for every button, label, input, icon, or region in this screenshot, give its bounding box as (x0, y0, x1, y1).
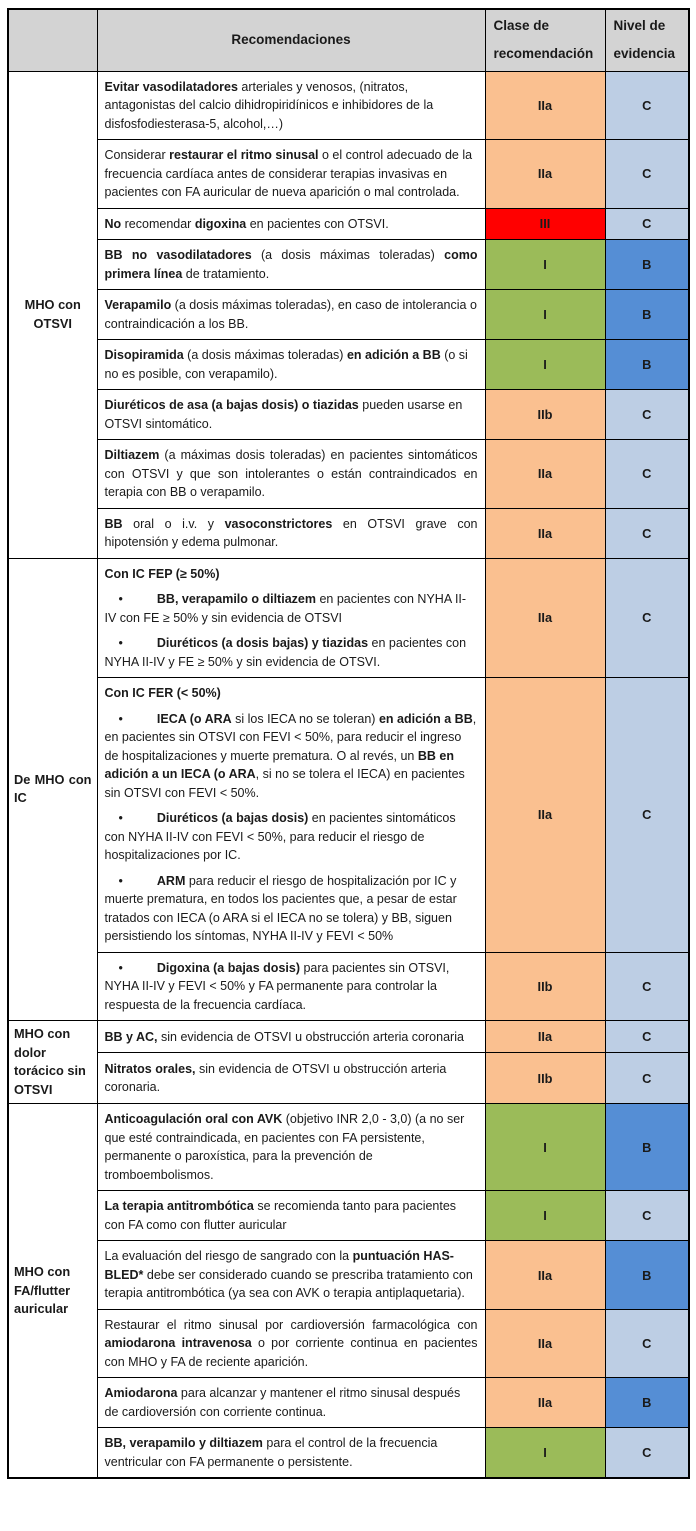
bold-text: puntuación HAS-BLED* (104, 1249, 454, 1282)
table-row (8, 208, 689, 240)
group-label-cell: MHO con FA/flutter auricular (8, 1104, 97, 1479)
table-row (8, 1241, 689, 1310)
table-row (8, 140, 689, 209)
text: o por corriente continua en pacientes con MHO y FA de reciente aparición. (104, 1336, 478, 1369)
class-of-recommendation-cell: IIa (485, 558, 605, 678)
text: si los IECA no se toleran) (231, 711, 379, 726)
level-of-evidence-cell: C (605, 71, 689, 140)
recommendation-cell (97, 678, 485, 953)
class-of-recommendation-cell: IIb (485, 1053, 605, 1104)
bullet-item (105, 710, 478, 803)
level-of-evidence-cell: C (605, 1428, 689, 1479)
bold-text: en adición a BB (346, 348, 441, 363)
class-of-recommendation-cell: IIa (485, 1241, 605, 1310)
class-of-recommendation-cell: III (485, 208, 605, 240)
table-row (8, 1378, 689, 1428)
recommendation-text (105, 515, 478, 552)
text: para alcanzar y mantener el ritmo sinusal después de cardioversión con corriente continua. (104, 1386, 461, 1419)
recommendation-cell (97, 1053, 485, 1104)
text: sin evidencia de OTSVI u obstrucción arteria coronaria (157, 1029, 464, 1044)
bold-text: Diltiazem (104, 448, 160, 463)
recommendation-text (105, 684, 478, 703)
recommendation-text (105, 446, 478, 502)
text: para pacientes sin OTSVI, NYHA II-IV y FEVI < 50% y FA permanente para controlar la respuesta de la frecuencia cardíaca. (104, 960, 450, 1012)
bold-text: Diuréticos (a bajas dosis) (156, 811, 309, 826)
bullet-item (105, 809, 478, 865)
bold-text: IECA (o ARA (156, 711, 232, 726)
group-label-cell: MHO con dolor torácico sin OTSVI (8, 1021, 97, 1104)
level-of-evidence-cell: C (605, 208, 689, 240)
recommendation-cell (97, 1191, 485, 1241)
text: , en pacientes sin OTSVI con FEVI < 50%, para reducir el ingreso de hospitalizaciones y muerte prematura. O al revés, un (104, 711, 477, 763)
recommendation-cell (97, 140, 485, 209)
bold-text: vasoconstrictores (224, 516, 333, 531)
recommendation-cell (97, 1309, 485, 1378)
recommendation-text (105, 1060, 478, 1097)
recommendation-text (105, 1434, 478, 1471)
recommendation-text (105, 396, 478, 433)
level-of-evidence-cell: C (605, 1309, 689, 1378)
class-of-recommendation-cell: IIa (485, 1309, 605, 1378)
bold-text: BB, verapamilo o diltiazem (156, 592, 316, 607)
class-of-recommendation-cell: I (485, 240, 605, 290)
level-of-evidence-cell: C (605, 440, 689, 509)
text: oral o i.v. y (122, 516, 225, 531)
level-of-evidence-cell: C (605, 508, 689, 558)
recommendation-text (105, 1028, 478, 1047)
table-row (8, 508, 689, 558)
table-row (8, 1104, 689, 1191)
level-of-evidence-cell: B (605, 1104, 689, 1191)
recommendation-text (105, 1316, 478, 1372)
recommendation-cell (97, 952, 485, 1021)
table-row (8, 340, 689, 390)
table-row (8, 71, 689, 140)
bold-text: restaurar el ritmo sinusal (169, 148, 319, 163)
table-row (8, 1053, 689, 1104)
recommendation-text (105, 215, 478, 234)
table-row (8, 1191, 689, 1241)
bullet-icon: • (118, 592, 123, 607)
bold-text: digoxina (194, 216, 247, 231)
bullet-item (105, 872, 478, 946)
recommendation-text (105, 146, 478, 202)
recommendation-text (105, 1110, 478, 1184)
text: (o si no es posible, con verapamilo). (104, 348, 468, 381)
recommendation-text (105, 296, 478, 333)
class-of-recommendation-cell: IIb (485, 952, 605, 1021)
bold-text: La terapia antitrombótica (104, 1199, 254, 1214)
bold-text: Evitar vasodilatadores (104, 79, 238, 94)
text: Restaurar el ritmo sinusal por cardioversión farmacológica con (104, 1317, 478, 1332)
text: de tratamiento. (182, 266, 270, 281)
table-row (8, 290, 689, 340)
header-row (8, 9, 689, 71)
bold-text: Diuréticos (a dosis bajas) y tiazidas (156, 636, 369, 651)
text: en pacientes con NYHA II-IV y FE ≥ 50% y sin evidencia de OTSVI. (104, 636, 467, 669)
bullet-icon: • (118, 711, 123, 726)
recommendation-cell (97, 71, 485, 140)
bold-text: en adición a BB (378, 711, 473, 726)
bold-text: Anticoagulación oral con AVK (104, 1112, 283, 1127)
recommendation-cell (97, 290, 485, 340)
recommendation-cell (97, 1428, 485, 1479)
level-of-evidence-cell: C (605, 390, 689, 440)
table-row (8, 1428, 689, 1479)
header-group-cell (8, 9, 97, 71)
bold-text: Digoxina (a bajas dosis) (156, 960, 300, 975)
bold-text: BB en adición a un IECA (o ARA (104, 748, 454, 782)
recommendation-text (105, 1247, 478, 1303)
bullet-item (105, 959, 478, 1015)
recommendation-cell (97, 1021, 485, 1053)
bold-text: Con IC FEP (≥ 50%) (104, 566, 220, 581)
class-of-recommendation-cell: I (485, 1104, 605, 1191)
recommendation-cell (97, 240, 485, 290)
text: , si no se tolera el IECA) en pacientes sin OTSVI con FEVI < 50%. (104, 767, 465, 800)
level-of-evidence-cell: B (605, 1378, 689, 1428)
table-row (8, 1309, 689, 1378)
bullet-icon: • (118, 960, 123, 975)
class-of-recommendation-cell: I (485, 340, 605, 390)
level-of-evidence-cell: C (605, 1053, 689, 1104)
level-of-evidence-cell: B (605, 1241, 689, 1310)
class-of-recommendation-cell: IIa (485, 508, 605, 558)
table-row (8, 440, 689, 509)
text: o el control adecuado de la frecuencia cardíaca antes de considerar terapias invasivas en pacientes con FA auricular de nueva aparición o mal controlada. (104, 148, 473, 200)
bullet-item (105, 634, 478, 671)
bullet-icon: • (118, 811, 123, 826)
bold-text: Amiodarona (104, 1386, 178, 1401)
table-row (8, 1021, 689, 1053)
text: se recomienda tanto para pacientes con FA como con flutter auricular (104, 1199, 457, 1232)
text: (objetivo INR 2,0 - 3,0) (a no ser que esté contraindicada, en pacientes con FA persistente, permanente o paroxística, para la prevención de tromboembolismos. (104, 1112, 465, 1182)
text: Considerar (104, 148, 170, 163)
text: sin evidencia de OTSVI u obstrucción arteria coronaria. (104, 1061, 447, 1095)
level-of-evidence-cell: C (605, 558, 689, 678)
class-of-recommendation-cell: IIa (485, 440, 605, 509)
bold-text: BB y AC, (104, 1029, 158, 1044)
level-of-evidence-cell: C (605, 1191, 689, 1241)
recommendation-text (105, 1384, 478, 1421)
text: en pacientes con NYHA II-IV con FE ≥ 50% y sin evidencia de OTSVI (104, 592, 467, 625)
class-of-recommendation-cell: IIa (485, 1378, 605, 1428)
recommendation-text (105, 246, 478, 283)
level-of-evidence-cell: B (605, 240, 689, 290)
level-of-evidence-cell: B (605, 290, 689, 340)
text: recomendar (121, 216, 195, 231)
level-of-evidence-cell: C (605, 678, 689, 953)
recommendation-cell (97, 1378, 485, 1428)
bold-text: ARM (156, 873, 186, 888)
text: para el control de la frecuencia ventricular con FA permanente o persistente. (104, 1436, 438, 1469)
recommendation-cell (97, 558, 485, 678)
recommendation-cell (97, 1104, 485, 1191)
class-of-recommendation-cell: IIa (485, 1021, 605, 1053)
recommendation-text (105, 78, 478, 134)
text: en pacientes con OTSVI. (246, 216, 389, 231)
text: (a máximas dosis toleradas) en pacientes sintomáticos con OTSVI y que son intolerantes o están contraindicados en terapia con BB o verapamilo. (104, 448, 478, 500)
bold-text: BB, verapamilo y diltiazem (104, 1436, 263, 1451)
class-of-recommendation-cell: I (485, 290, 605, 340)
recommendation-text (105, 1197, 478, 1234)
bullet-icon: • (118, 873, 123, 888)
bold-text: BB no vasodilatadores (104, 248, 252, 263)
class-of-recommendation-cell: IIa (485, 140, 605, 209)
recommendation-cell (97, 1241, 485, 1310)
recommendation-cell (97, 208, 485, 240)
header-recommendations: Recomendaciones (97, 9, 485, 71)
text: para reducir el riesgo de hospitalización por IC y muerte prematura, en todos los pacientes que, a pesar de estar tratados con IECA (o ARA si el IECA no se tolera) y BB, siguen persistiendo los síntomas, NYHA II-IV y FEVI < 50% (104, 873, 457, 944)
recommendations-table (7, 8, 690, 1479)
text: La evaluación del riesgo de sangrado con la (104, 1249, 353, 1264)
class-of-recommendation-cell: I (485, 1191, 605, 1241)
table-row (8, 558, 689, 678)
text: (a dosis máximas toleradas), en caso de intolerancia o contraindicación a los BB. (104, 298, 477, 331)
text: pueden usarse en OTSVI sintomático. (104, 398, 463, 431)
bold-text: Diuréticos de asa (a bajas dosis) o tiazidas (104, 398, 359, 413)
bold-text: BB (104, 516, 123, 531)
class-of-recommendation-cell: I (485, 1428, 605, 1479)
bold-text: amiodarona intravenosa (104, 1336, 252, 1351)
class-of-recommendation-cell: IIb (485, 390, 605, 440)
recommendation-text (105, 346, 478, 383)
text: debe ser considerado cuando se prescriba tratamiento con terapia antitrombótica (ya sea con AVK o terapia antiplaquetaria). (104, 1267, 473, 1301)
table-row (8, 678, 689, 953)
recommendation-cell (97, 340, 485, 390)
bold-text: Disopiramida (104, 348, 184, 363)
recommendation-cell (97, 440, 485, 509)
class-of-recommendation-cell: IIa (485, 678, 605, 953)
bold-text: como primera línea (104, 248, 478, 281)
bullet-icon: • (118, 636, 123, 651)
recommendation-text (105, 565, 478, 584)
recommendation-cell (97, 508, 485, 558)
text: (a dosis máximas toleradas) (251, 248, 445, 263)
text: en OTSVI grave con hipotensión y edema pulmonar. (104, 516, 478, 550)
bullet-item (105, 590, 478, 627)
table-row (8, 390, 689, 440)
text: (a dosis máximas toleradas) (183, 348, 347, 363)
text: arteriales y venosos, (nitratos, antagonistas del calcio dihidropiridínicos e inhibidores de la disfosfodiesterasa-5, alcohol,…) (104, 79, 434, 131)
recommendation-cell (97, 390, 485, 440)
group-label-cell: De MHO con IC (8, 558, 97, 1021)
bold-text: No (104, 216, 122, 231)
text: en pacientes sintomáticos con NYHA II-IV con FEVI < 50%, para reducir el riesgo de hospitalizaciones por IC. (104, 811, 456, 863)
level-of-evidence-cell: C (605, 952, 689, 1021)
header-class-of-recommendation: Clase de recomendación (485, 9, 605, 71)
class-of-recommendation-cell: IIa (485, 71, 605, 140)
bold-text: Verapamilo (104, 298, 172, 313)
table-row (8, 952, 689, 1021)
bold-text: Nitratos orales, (104, 1061, 196, 1076)
header-level-of-evidence: Nivel de evidencia (605, 9, 689, 71)
bold-text: Con IC FER (< 50%) (104, 686, 221, 701)
level-of-evidence-cell: C (605, 1021, 689, 1053)
table-row (8, 240, 689, 290)
level-of-evidence-cell: C (605, 140, 689, 209)
group-label-cell: MHO con OTSVI (8, 71, 97, 558)
level-of-evidence-cell: B (605, 340, 689, 390)
table-body (8, 71, 689, 1478)
